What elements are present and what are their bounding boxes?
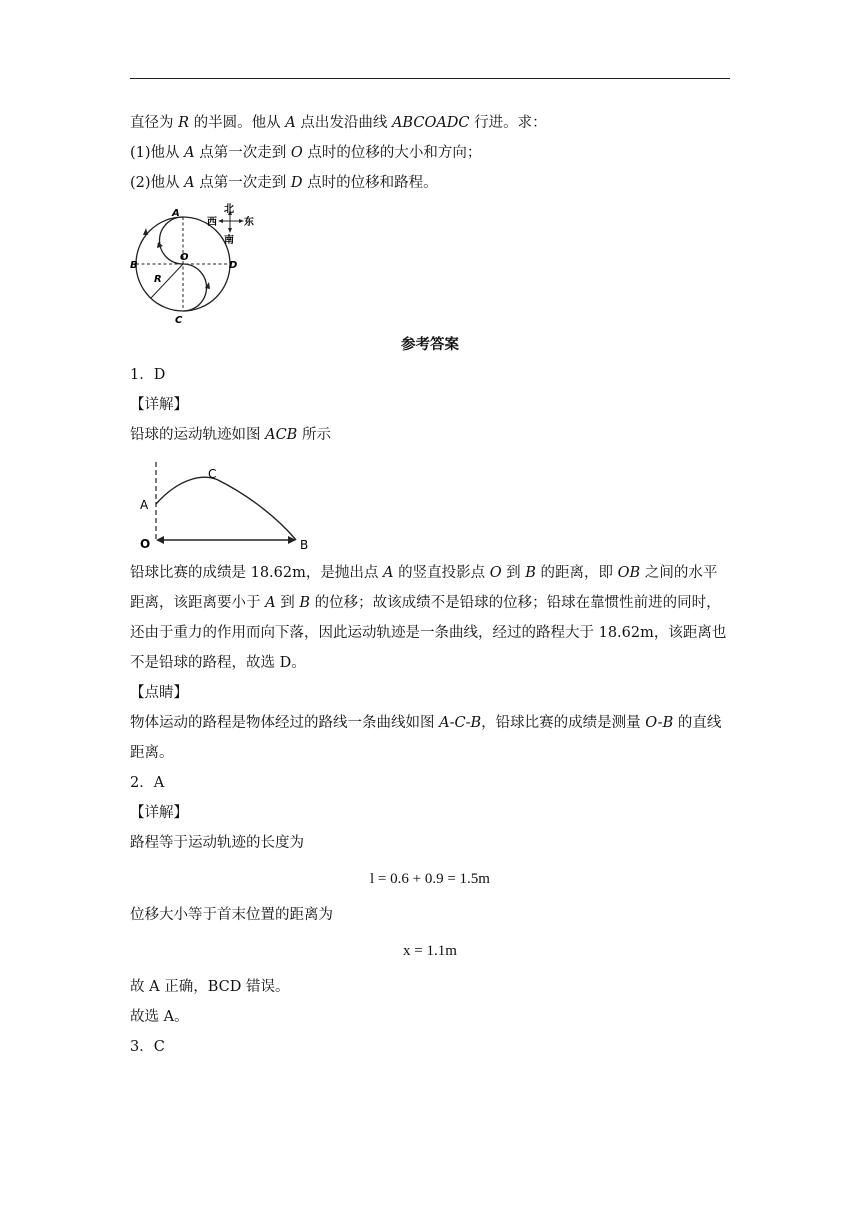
label-b: B [300, 538, 309, 552]
arrow-right-icon [288, 536, 296, 544]
label-d: D [229, 260, 238, 271]
answer-1-paragraph: 铅球比赛的成绩是 18.62m，是抛出点 A 的竖直投影点 O 到 B 的距离，即 OB 之间的水平距离，该距离要小于 A 到 B 的位移；故该成绩不是铅球的位移；铅球在靠惯性前进的同时，还由于重力的作用而向下落，因此运动轨迹是一条曲线，经过的路程大于 18.62m，该距离也不是铅球的路程，故选 D。 [130, 565, 727, 671]
document-body [130, 108, 730, 1062]
label-o: O [180, 252, 189, 263]
answer-1-number: 1．D [130, 367, 166, 383]
label-b: B [130, 260, 138, 271]
answer-1-comment-heading: 【点睛】 [130, 685, 188, 701]
answer-2-line-3: 故 A 正确，BCD 错误。 [130, 979, 290, 995]
answer-2-equation-2: x = 1.1m [403, 943, 457, 959]
question-continuation: 直径为 R 的半圆。他从 A 点出发沿曲线 ABCOADC 行进。求： [130, 115, 547, 131]
trajectory-curve [156, 477, 296, 540]
header-rule [130, 78, 730, 79]
answer-2-line-1: 路程等于运动轨迹的长度为 [130, 835, 304, 851]
label-north: 北 [224, 204, 234, 215]
answer-2-line-4: 故选 A。 [130, 1009, 189, 1025]
label-west: 西 [207, 217, 217, 228]
answer-2-detail-heading: 【详解】 [130, 805, 188, 821]
answer-2-line-2: 位移大小等于首末位置的距离为 [130, 907, 333, 923]
label-o: O [140, 537, 151, 551]
label-a: A [140, 498, 149, 512]
label-c: C [175, 315, 183, 326]
answer-1-detail-heading: 【详解】 [130, 397, 188, 413]
arrow-on-circle-left [143, 228, 148, 235]
answer-3-number: 3．C [130, 1039, 165, 1055]
sub-question-1: (1)他从 A 点第一次走到 O 点时的位移的大小和方向； [130, 145, 482, 161]
label-south: 南 [224, 235, 234, 246]
label-r: R [154, 274, 162, 285]
answer-1-trajectory-line: 铅球的运动轨迹如图 ACB 所示 [130, 427, 331, 443]
answer-2-number: 2．A [130, 775, 165, 791]
answer-2-equation-1: l = 0.6 + 0.9 = 1.5m [370, 871, 490, 887]
answers-title: 参考答案 [401, 336, 459, 353]
circle-path-figure [130, 202, 290, 330]
answer-1-comment: 物体运动的路程是物体经过的路线一条曲线如图 A-C-B，铅球比赛的成绩是测量 O-B 的直线距离。 [130, 715, 722, 761]
label-east: 东 [244, 217, 254, 228]
sub-question-2: (2)他从 A 点第一次走到 D 点时的位移和路程。 [130, 175, 438, 191]
label-a: A [172, 208, 180, 219]
shot-put-trajectory-figure [136, 456, 326, 554]
label-c: C [208, 467, 217, 481]
arrow-left-icon [156, 536, 164, 544]
